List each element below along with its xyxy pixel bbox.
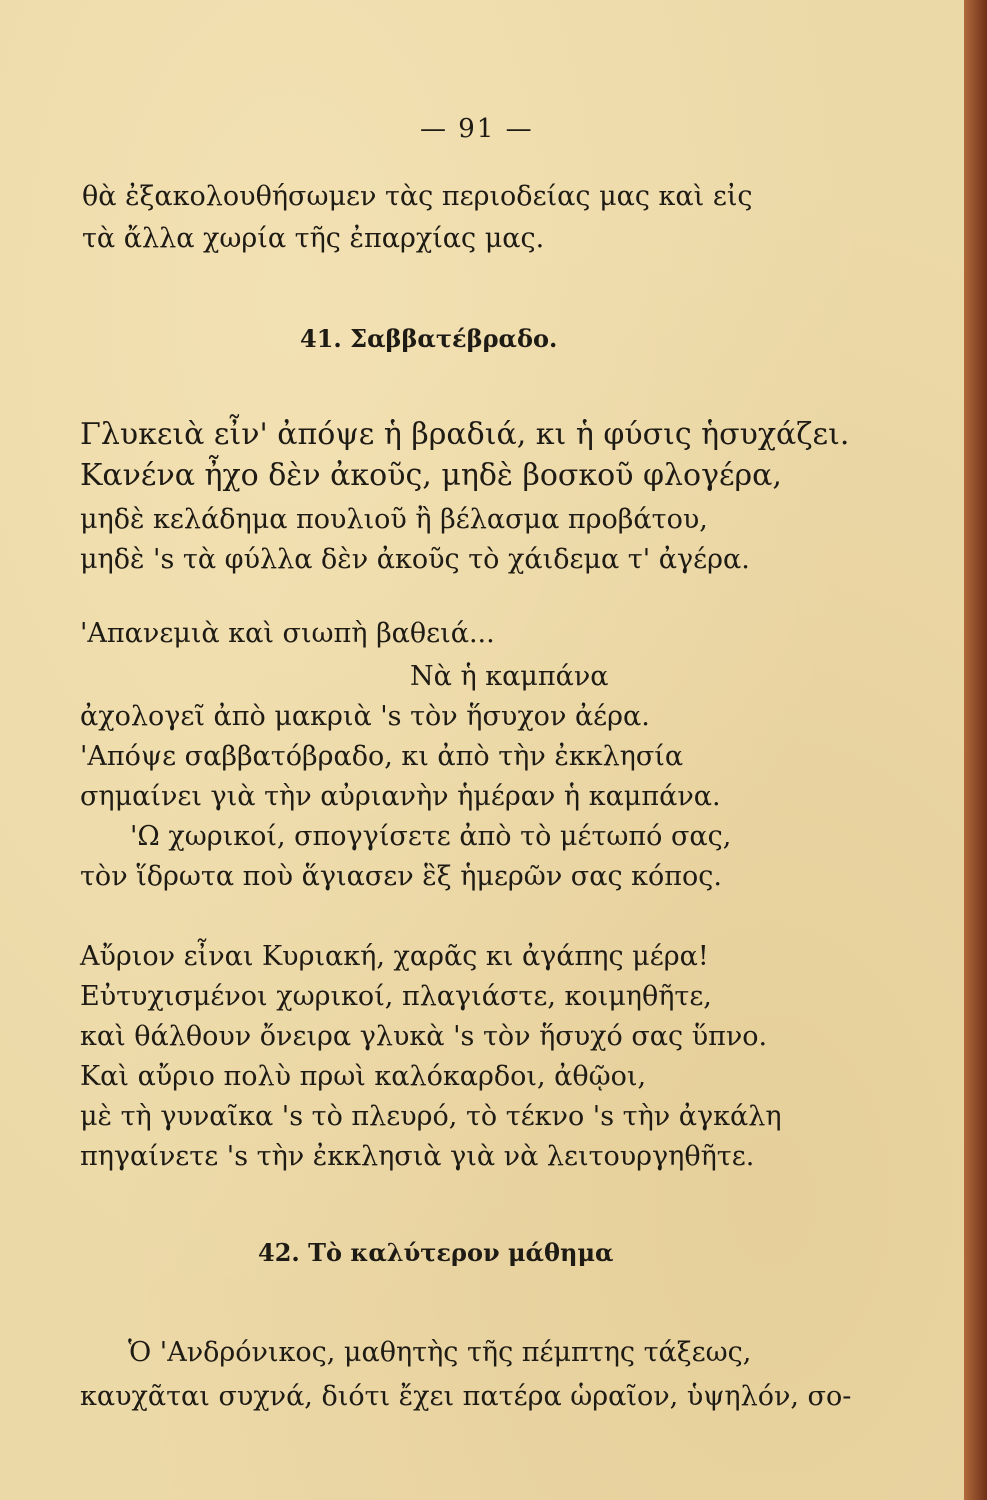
poem-line: Νὰ ἡ καμπάνα: [410, 661, 609, 692]
section-42-title: 42. Τὸ καλύτερον μάθημα: [258, 1238, 614, 1267]
poem-line: τὸν ἵδρωτα ποὺ ἅγιασεν ἓξ ἡμερῶν σας κόπος.: [80, 861, 723, 892]
page-number: — 91 —: [420, 114, 534, 144]
poem-line: Καὶ αὔριο πολὺ πρωὶ καλόκαρδοι, ἀθῷοι,: [80, 1061, 647, 1092]
book-spine-edge: [964, 0, 987, 1500]
poem-line: μὲ τὴ γυναῖκα 's τὸ πλευρό, τὸ τέκνο 's τὴν ἀγκάλη: [80, 1101, 782, 1132]
poem-line: μηδὲ 's τὰ φύλλα δὲν ἀκοῦς τὸ χάιδεμα τ' ἀγέρα.: [80, 544, 750, 575]
poem-line: 'Απανεμιὰ καὶ σιωπὴ βαθειά...: [80, 618, 495, 649]
poem-line: Αὔριον εἶναι Κυριακή, χαρᾶς κι ἀγάπης μέρα!: [80, 941, 709, 972]
intro-line: θὰ ἐξακολουθήσωμεν τὰς περιοδείας μας καὶ εἰς: [82, 181, 753, 212]
poem-line: Κανένα ἦχο δὲν ἀκοῦς, μηδὲ βοσκοῦ φλογέρα,: [80, 458, 782, 493]
poem-line: Γλυκειὰ εἶν' ἀπόψε ἡ βραδιά, κι ἡ φύσις ἡσυχάζει.: [80, 417, 850, 452]
poem-line: πηγαίνετε 's τὴν ἐκκλησιὰ γιὰ νὰ λειτουργηθῆτε.: [80, 1141, 755, 1172]
poem-line: 'Ω χωρικοί, σπογγίσετε ἀπὸ τὸ μέτωπό σας,: [130, 821, 732, 852]
body-line: Ὁ 'Ανδρόνικος, μαθητὴς τῆς πέμπτης τάξεως,: [128, 1337, 752, 1368]
poem-line: καὶ θάλθουν ὄνειρα γλυκὰ 's τὸν ἥσυχό σας ὕπνο.: [80, 1021, 768, 1052]
poem-line: σημαίνει γιὰ τὴν αὐριανὴν ἡμέραν ἡ καμπάνα.: [80, 781, 721, 812]
intro-line: τὰ ἄλλα χωρία τῆς ἐπαρχίας μας.: [82, 223, 545, 254]
section-41-title: 41. Σαββατέβραδο.: [300, 324, 558, 353]
poem-line: Εὐτυχισμένοι χωρικοί, πλαγιάστε, κοιμηθῆτε,: [80, 981, 712, 1012]
poem-line: 'Απόψε σαββατόβραδο, κι ἀπὸ τὴν ἐκκλησία: [80, 741, 684, 772]
poem-line: ἀχολογεῖ ἀπὸ μακριὰ 's τὸν ἥσυχον ἀέρα.: [80, 701, 650, 732]
body-line: καυχᾶται συχνά, διότι ἔχει πατέρα ὡραῖον, ὑψηλόν, σο-: [80, 1381, 852, 1412]
poem-line: μηδὲ κελάδημα πουλιοῦ ἢ βέλασμα προβάτου,: [80, 504, 708, 535]
